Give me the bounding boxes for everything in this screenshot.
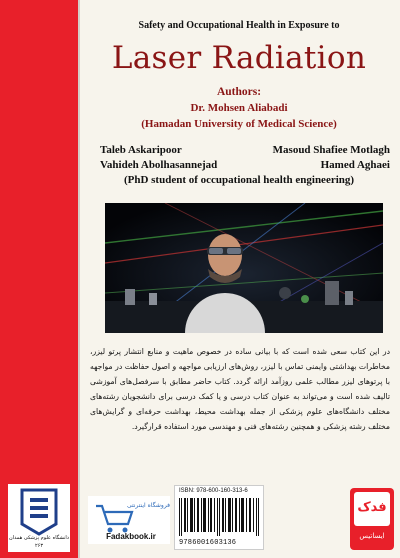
- coauthors-block: [100, 144, 390, 174]
- cover-content: [78, 0, 400, 558]
- coauthor-name: Vahideh Abolhasannejad: [100, 159, 218, 171]
- laser-lab-photo: [105, 203, 383, 333]
- coauthor-row: [100, 159, 390, 174]
- series-title: Safety and Occupational Health in Exposure to: [138, 20, 340, 31]
- university-emblem-icon: [8, 484, 70, 552]
- coauthor-name: Taleb Askaripoor: [100, 144, 182, 156]
- fadak-store-persian: فروشگاه اینترنتی: [126, 502, 170, 509]
- red-side-band: [0, 0, 78, 558]
- fadak-logo-icon: [350, 488, 394, 550]
- fadak-logo-text: فدک: [357, 500, 387, 515]
- fadak-store-domain: Fadakbook.ir: [106, 532, 156, 541]
- barcode-number: 9786001603136: [179, 539, 237, 547]
- book-description: در این کتاب سعی شده است که با بیانی ساده در خصوص ماهیت و منابع انتشار پرتو لیزر، مخاطرات بهداشتی وایمنی تماس با لیزر، روش‌های ارزیابی مواجهه و اصول حفاظت در مواجهه با پرتوهای لیزر مطالب علمی روزآمد ارائه گردد. کتاب حاضر مطابق با سرفصل‌های آموزشی تالیف شده است و می‌تواند به عنوان کتاب درسی و یا کمک درسی برای دانشجویان رشته‌های مختلف دانشگاه‌های علوم پزشکی از جمله بهداشت محیط، بهداشت حرفه‌ای و گرایش‌های مختلف رشته پزشکی و همچنین رشته‌های فنی و مهندسی مورد استفاده قرارگیرد.: [90, 347, 390, 431]
- coauthor-name: Hamed Aghaei: [320, 159, 390, 171]
- university-logo: [8, 484, 70, 552]
- main-title: Laser Radiation: [111, 40, 367, 76]
- university-caption: دانشگاه علوم پزشکی همدان: [9, 535, 69, 541]
- laser-lab-illustration: [105, 203, 383, 333]
- barcode-icon: [179, 498, 259, 536]
- isbn-text: ISBN: 978-600-160-313-6: [179, 488, 248, 494]
- isbn-barcode: [174, 485, 264, 550]
- isatis-text: ایساتیس: [359, 532, 385, 540]
- authors-label: Authors:: [216, 86, 262, 98]
- coauthors-note: (PhD student of occupational health engineering): [123, 174, 355, 186]
- university-number: ۲۶۳: [34, 543, 44, 549]
- author-affiliation: (Hamadan University of Medical Science): [141, 118, 337, 130]
- fadakbook-store-badge: [88, 496, 170, 544]
- main-author: Dr. Mohsen Aliabadi: [190, 102, 288, 114]
- publisher-logo: [350, 488, 394, 550]
- coauthor-name: Masoud Shafiee Motlagh: [272, 144, 390, 156]
- coauthor-row: [100, 144, 390, 159]
